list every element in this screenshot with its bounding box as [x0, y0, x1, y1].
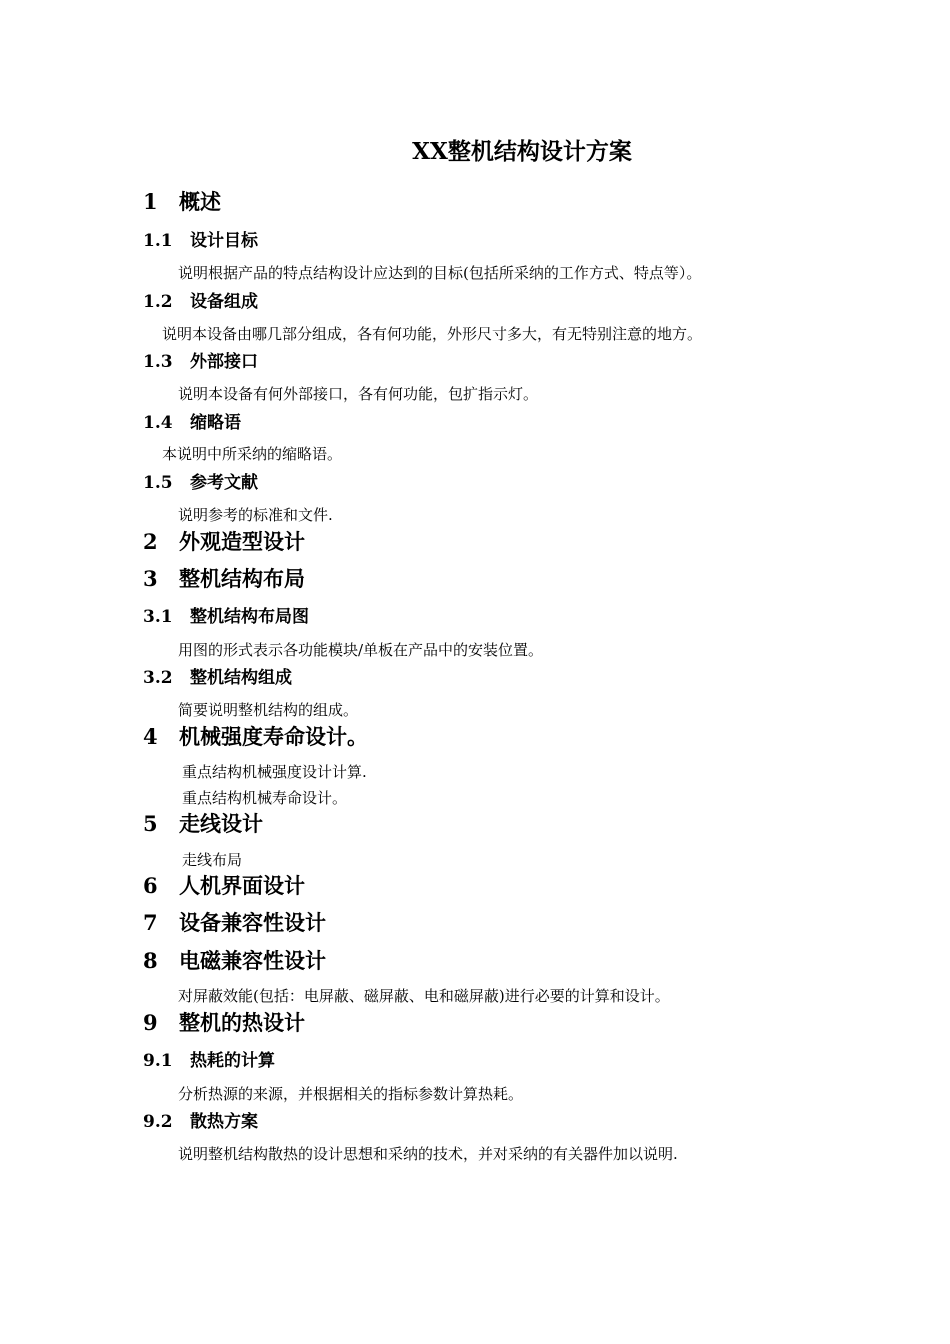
paragraph-3-2: 简要说明整机结构的组成。: [178, 701, 359, 719]
heading-text: 设备组成: [190, 292, 258, 312]
heading-text: 缩略语: [190, 413, 241, 433]
heading-3-2: [143, 663, 292, 688]
heading-number: 3: [143, 566, 158, 591]
heading-number: 1.2: [143, 292, 173, 312]
paragraph-5: 走线布局: [182, 851, 243, 869]
heading-text: 外观造型设计: [179, 529, 305, 554]
heading-text: 整机结构布局: [179, 566, 305, 591]
heading-1-4: [143, 408, 241, 433]
heading-number: 9.1: [143, 1051, 173, 1071]
paragraph-3-1: 用图的形式表示各功能模块/单板在产品中的安装位置。: [178, 641, 544, 659]
heading-text: 参考文献: [190, 473, 258, 493]
heading-text: 整机结构布局图: [190, 607, 309, 627]
heading-6: [143, 870, 305, 900]
paragraph-4-b: 重点结构机械寿命设计。: [182, 789, 348, 807]
heading-text: 电磁兼容性设计: [179, 948, 326, 973]
heading-1-5: [143, 468, 258, 493]
heading-9-2: [143, 1107, 258, 1132]
heading-number: 1.3: [143, 352, 173, 372]
heading-1-2: [143, 287, 258, 312]
heading-text: 整机结构组成: [190, 668, 292, 688]
heading-number: 5: [143, 811, 158, 836]
heading-number: 8: [143, 948, 158, 973]
document-title: XX整机结构设计方案: [412, 138, 632, 165]
heading-number: 1: [143, 189, 158, 214]
heading-text: 走线设计: [179, 811, 263, 836]
heading-number: 1.1: [143, 231, 173, 251]
heading-2: [143, 526, 305, 556]
heading-number: 9: [143, 1010, 158, 1035]
heading-text: 概述: [179, 189, 221, 214]
heading-8: [143, 945, 326, 975]
heading-5: [143, 808, 263, 838]
paragraph-9-1: 分析热源的来源，并根据相关的指标参数计算热耗。: [178, 1085, 524, 1103]
heading-text: 热耗的计算: [190, 1051, 275, 1071]
heading-text: 设计目标: [190, 231, 258, 251]
heading-9: [143, 1007, 305, 1037]
heading-number: 2: [143, 529, 158, 554]
heading-text: 设备兼容性设计: [179, 910, 326, 935]
heading-number: 9.2: [143, 1112, 173, 1132]
paragraph-4-a: 重点结构机械强度设计计算.: [182, 763, 367, 781]
paragraph-1-1: 说明根据产品的特点结构设计应达到的目标(包括所采纳的工作方式、特点等）。: [178, 264, 702, 282]
heading-number: 1.5: [143, 473, 173, 493]
heading-number: 1.4: [143, 413, 173, 433]
heading-text: 整机的热设计: [179, 1010, 305, 1035]
paragraph-1-2: 说明本设备由哪几部分组成，各有何功能，外形尺寸多大，有无特别注意的地方。: [162, 325, 703, 343]
heading-text: 散热方案: [190, 1112, 258, 1132]
heading-9-1: [143, 1046, 275, 1071]
heading-number: 7: [143, 910, 158, 935]
paragraph-1-3: 说明本设备有何外部接口，各有何功能，包扩指示灯。: [178, 385, 539, 403]
paragraph-1-5: 说明参考的标准和文件.: [178, 506, 333, 524]
paragraph-8: 对屏蔽效能(包括：电屏蔽、磁屏蔽、电和磁屏蔽)进行必要的计算和设计。: [178, 987, 670, 1005]
paragraph-1-4: 本说明中所采纳的缩略语。: [162, 445, 343, 463]
heading-number: 4: [143, 724, 158, 749]
heading-number: 6: [143, 873, 158, 898]
heading-1-3: [143, 347, 258, 372]
heading-4: [143, 721, 368, 751]
heading-7: [143, 907, 326, 937]
paragraph-9-2: 说明整机结构散热的设计思想和采纳的技术，并对采纳的有关器件加以说明.: [178, 1145, 678, 1163]
heading-3: [143, 563, 305, 593]
heading-number: 3.2: [143, 668, 173, 688]
heading-number: 3.1: [143, 607, 173, 627]
heading-1-1: [143, 226, 258, 251]
heading-3-1: [143, 602, 309, 627]
heading-1: [143, 186, 221, 216]
heading-text: 机械强度寿命设计。: [179, 724, 368, 749]
heading-text: 人机界面设计: [179, 873, 305, 898]
heading-text: 外部接口: [190, 352, 258, 372]
